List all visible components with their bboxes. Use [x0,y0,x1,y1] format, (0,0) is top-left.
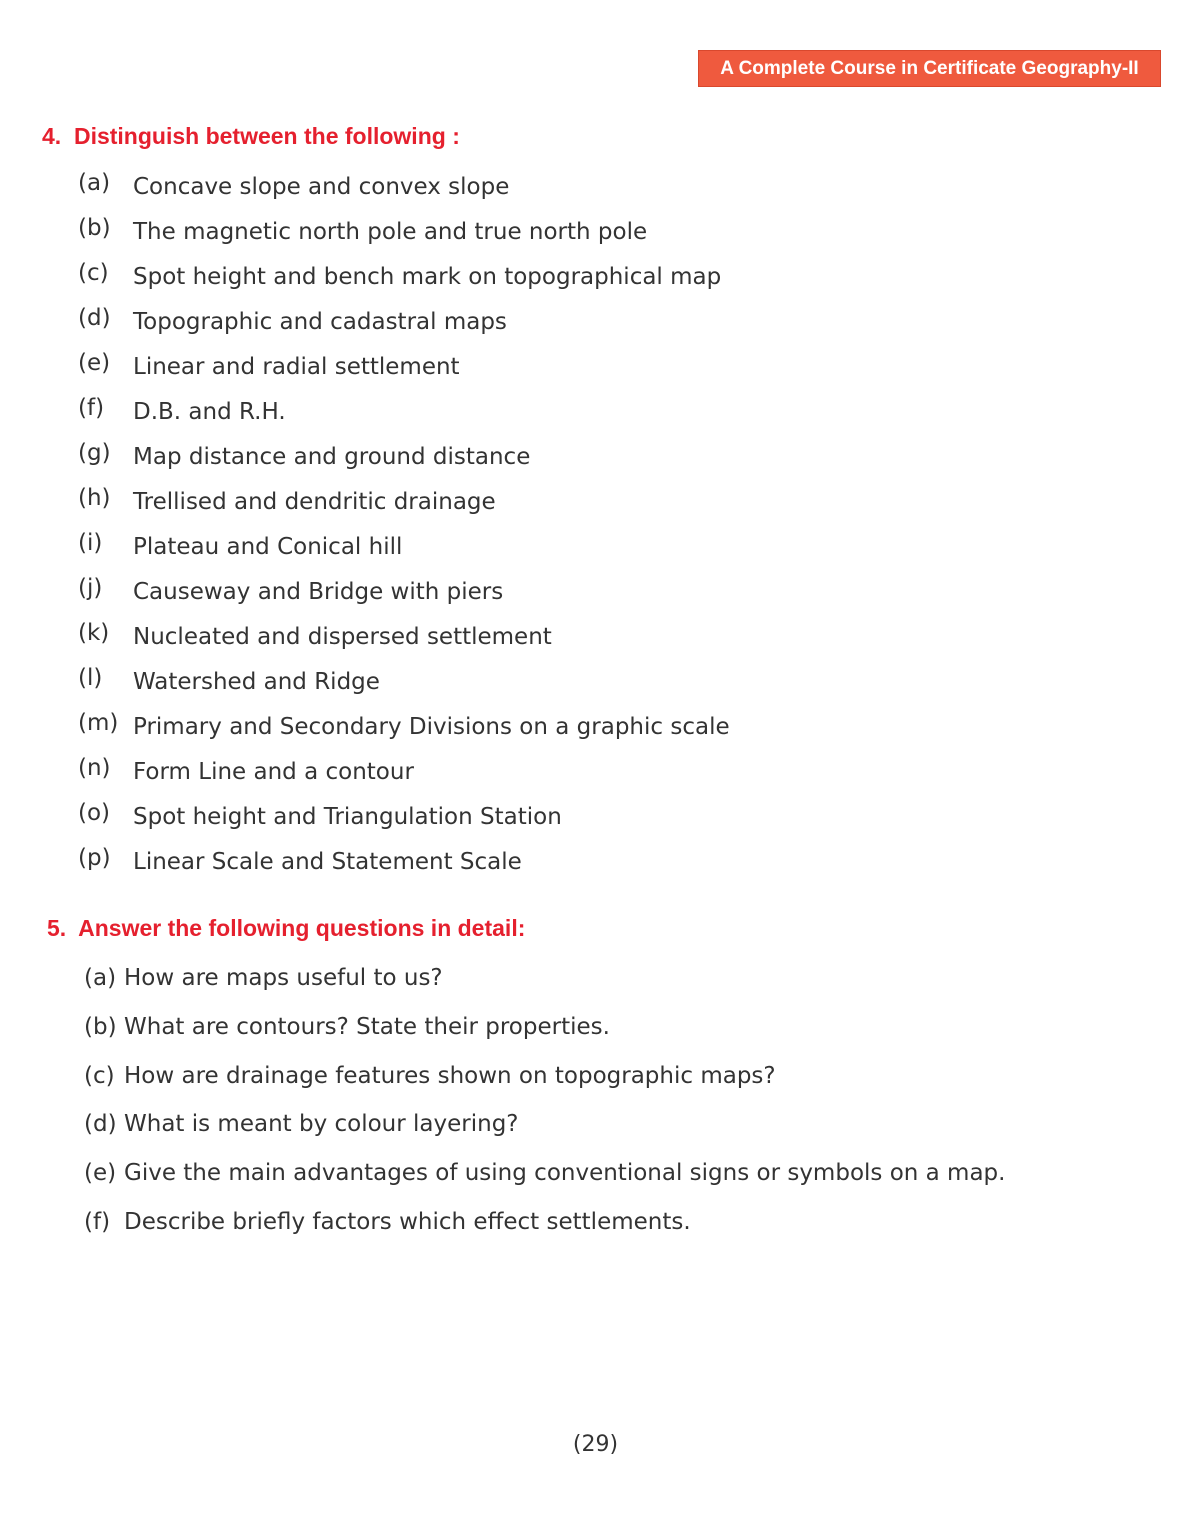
item-text: D.B. and R.H. [133,399,286,425]
item-text: Causeway and Bridge with piers [133,579,504,605]
item-text: Concave slope and convex slope [133,174,510,200]
item-label: (o) [78,800,111,826]
item-label: (f) [78,395,105,421]
item-text: Topographic and cadastral maps [133,309,507,335]
item-label: (e) [84,1160,117,1187]
item-label: (b) [78,215,111,241]
item-label: (i) [78,530,103,556]
list-item [84,1110,1005,1159]
item-label: (j) [78,575,103,601]
item-text: Spot height and Triangulation Station [133,804,562,830]
list-item [84,1159,1005,1208]
book-title-badge: A Complete Course in Certificate Geography-II [698,50,1161,87]
item-label: (n) [78,755,111,781]
item-label: (f) [84,1208,111,1235]
item-text: How are maps useful to us? [124,965,443,991]
item-text: Linear Scale and Statement Scale [133,849,522,875]
item-label: (c) [78,260,109,286]
list-item [84,1062,1005,1111]
item-text: Form Line and a contour [133,759,414,785]
item-text: Describe briefly factors which effect settlements. [124,1208,691,1235]
item-text: What are contours? State their properties. [124,1013,610,1040]
section-4-title: Distinguish between the following : [73,123,460,149]
list-item [84,1013,1005,1062]
item-label: (d) [84,1111,117,1138]
item-text: Linear and radial settlement [133,354,460,380]
section-4-heading [42,123,460,150]
item-label: (a) [84,965,117,991]
item-text: Primary and Secondary Divisions on a graphic scale [133,714,730,740]
item-text: What is meant by colour layering? [124,1111,519,1138]
item-label: (g) [78,440,111,466]
item-label: (e) [78,350,111,376]
item-label: (d) [78,305,111,331]
item-text: Watershed and Ridge [133,669,380,695]
section-5-list [84,964,1005,1257]
list-item [84,964,1005,1013]
item-text: Give the main advantages of using conventional signs or symbols on a map. [124,1160,1006,1187]
item-text: Plateau and Conical hill [133,534,403,560]
item-label: (l) [78,665,103,691]
list-item [84,1208,1005,1257]
item-label: (h) [78,485,111,511]
item-label: (m) [78,710,119,736]
item-label: (c) [84,1062,115,1089]
item-text: Spot height and bench mark on topographical map [133,264,722,290]
section-5-number: 5. [47,915,67,941]
item-text: The magnetic north pole and true north pole [133,219,648,245]
item-label: (k) [78,620,110,646]
section-4-number: 4. [42,123,62,149]
item-text: How are drainage features shown on topographic maps? [124,1062,776,1089]
section-5-title: Answer the following questions in detail: [78,915,526,941]
item-text: Map distance and ground distance [133,444,531,470]
page-number: (29) [572,1432,619,1457]
item-label: (a) [78,170,111,196]
item-label: (b) [84,1013,117,1040]
item-text: Trellised and dendritic drainage [133,489,496,515]
item-text: Nucleated and dispersed settlement [133,624,552,650]
section-5-heading [47,915,525,942]
item-label: (p) [78,845,111,871]
